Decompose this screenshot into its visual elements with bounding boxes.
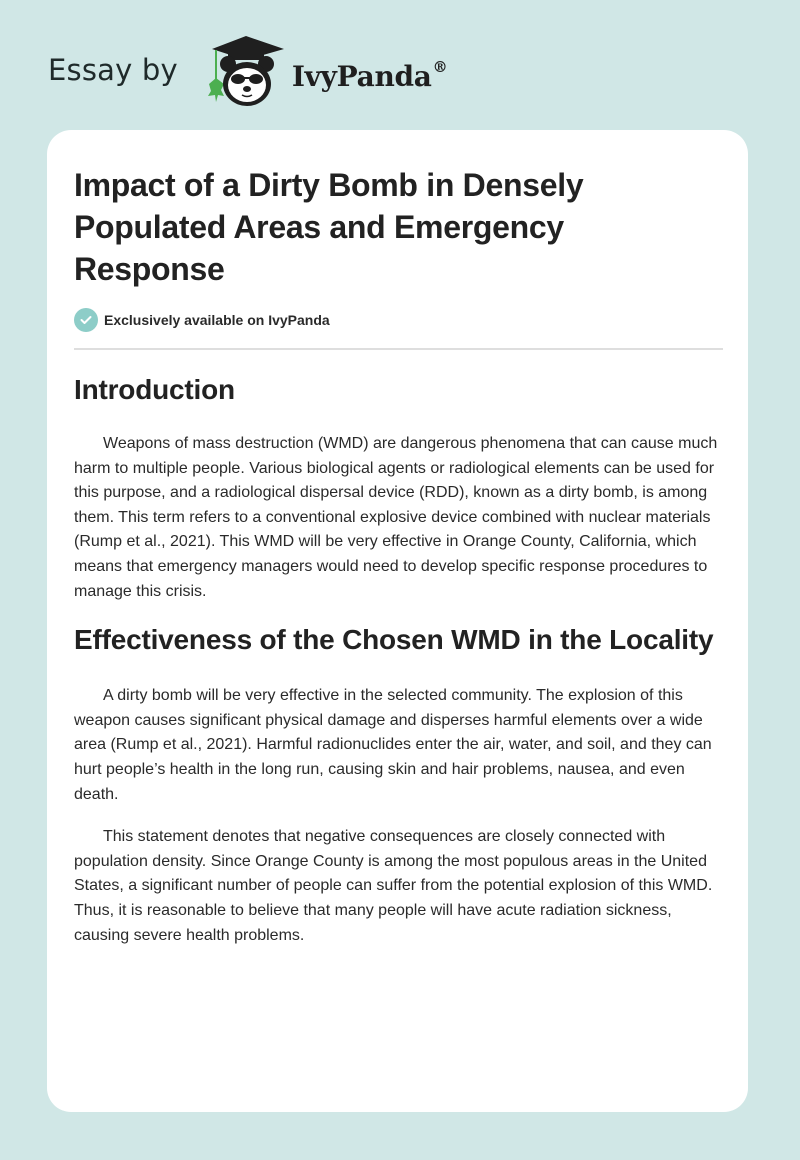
title-divider: [74, 348, 723, 350]
panda-graduate-icon[interactable]: [198, 34, 290, 110]
section-heading: Effectiveness of the Chosen WMD in the Locality: [74, 624, 714, 656]
exclusive-badge-text: Exclusively available on IvyPanda: [104, 312, 330, 328]
section-introduction: [74, 370, 722, 604]
paragraph: Weapons of mass destruction (WMD) are dangerous phenomena that can cause much harm to multiple people. Various biological agents or radiological elements can be used for this purpose, and a radiological dispersal device (RDD), known as a dirty bomb, is among them. This term refers to a conventional explosive device combined with nuclear materials (Rump et al., 2021). This WMD will be very effective in Orange County, California, which means that emergency managers would need to develop specific response procedures to manage this crisis.: [74, 435, 718, 600]
essay-title: Impact of a Dirty Bomb in Densely Populated Areas and Emergency Response: [74, 167, 584, 287]
site-header: [48, 34, 447, 110]
paragraph: A dirty bomb will be very effective in the selected community. The explosion of this weapon causes significant physical damage and disperses harmful elements over a wide area (Rump et al., 2021). Harmful radionuclides enter the air, water, and soil, and they can hurt people’s health in the long run, causing skin and hair problems, nausea, and even death.: [74, 687, 712, 803]
registered-mark: ®: [432, 57, 448, 76]
check-circle-icon: [74, 308, 98, 332]
brand-text: IvyPanda: [291, 59, 432, 93]
section-heading: Introduction: [74, 374, 235, 405]
essay-by-label: Essay by: [48, 53, 178, 87]
exclusive-badge: [74, 306, 722, 334]
paragraph: This statement denotes that negative consequences are closely connected with population density. Since Orange County is among the most populous areas in the United States, a significant number of people can suffer from the potential explosion of this WMD. Thus, it is reasonable to believe that many people will have acute radiation sickness, causing severe health problems.: [74, 828, 713, 944]
brand-name[interactable]: [292, 58, 447, 93]
essay-card: [47, 130, 748, 1112]
section-effectiveness: [74, 620, 722, 948]
